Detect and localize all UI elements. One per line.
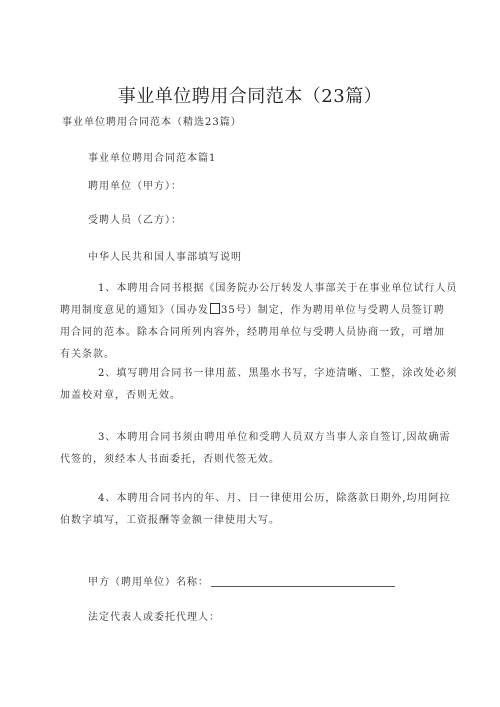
- section-heading: 事业单位聘用合同范本篇1: [88, 153, 217, 164]
- paragraph-line: 聘用制度意见的通知》（国办发 35号）制定，作为聘用单位与受聘人员签订聘: [60, 305, 445, 316]
- document-title: 事业单位聘用合同范本（23篇）: [117, 86, 383, 107]
- party-a-name-label: 甲方（聘用单位）名称：: [88, 577, 209, 588]
- paragraph-line: 用合同的范本。除本合同所列内容外，经聘用单位与受聘人员协商一致，可增加: [60, 327, 445, 338]
- paragraph-line: 4、本聘用合同书内的年、月、日一律使用公历，除落款日期外,均用阿拉: [98, 493, 451, 504]
- party-a-name-row: [88, 576, 395, 590]
- instruction-paragraph-4: [60, 488, 451, 532]
- document-subtitle: 事业单位聘用合同范本（精选23篇）: [62, 117, 242, 128]
- legal-rep-label: 法定代表人或委托代理人：: [88, 612, 220, 623]
- instruction-paragraph-1: [60, 278, 458, 366]
- party-a-name-blank[interactable]: [211, 576, 395, 587]
- paragraph-line: 1、本聘用合同书根据《国务院办公厅转发人事部关于在事业单位试行人员: [98, 283, 458, 294]
- instruction-paragraph-3: [60, 427, 451, 471]
- paragraph-line: 2、填写聘用合同书一律用蓝、黑墨水书写，字迹清晰、工整，涂改处必须: [98, 368, 458, 379]
- paragraph-line: 3、本聘用合同书须由聘用单位和受聘人员双方当事人亲自签订,因故确需: [98, 432, 451, 443]
- paragraph-line: 有关条款。: [60, 349, 115, 360]
- paragraph-line: 代签的，须经本人书面委托，否则代签无效。: [60, 454, 280, 465]
- instructions-heading: 中华人民共和国人事部填写说明: [88, 252, 242, 263]
- paragraph-line: 加盖校对章，否则无效。: [60, 390, 181, 401]
- employee-label: 受聘人员（乙方）：: [88, 215, 182, 226]
- instruction-paragraph-2: [60, 363, 458, 407]
- employer-label: 聘用单位（甲方）：: [88, 181, 182, 192]
- paragraph-line: 伯数字填写，工资报酬等金额一律使用大写。: [60, 515, 280, 526]
- missing-glyph-box-icon: [210, 303, 220, 314]
